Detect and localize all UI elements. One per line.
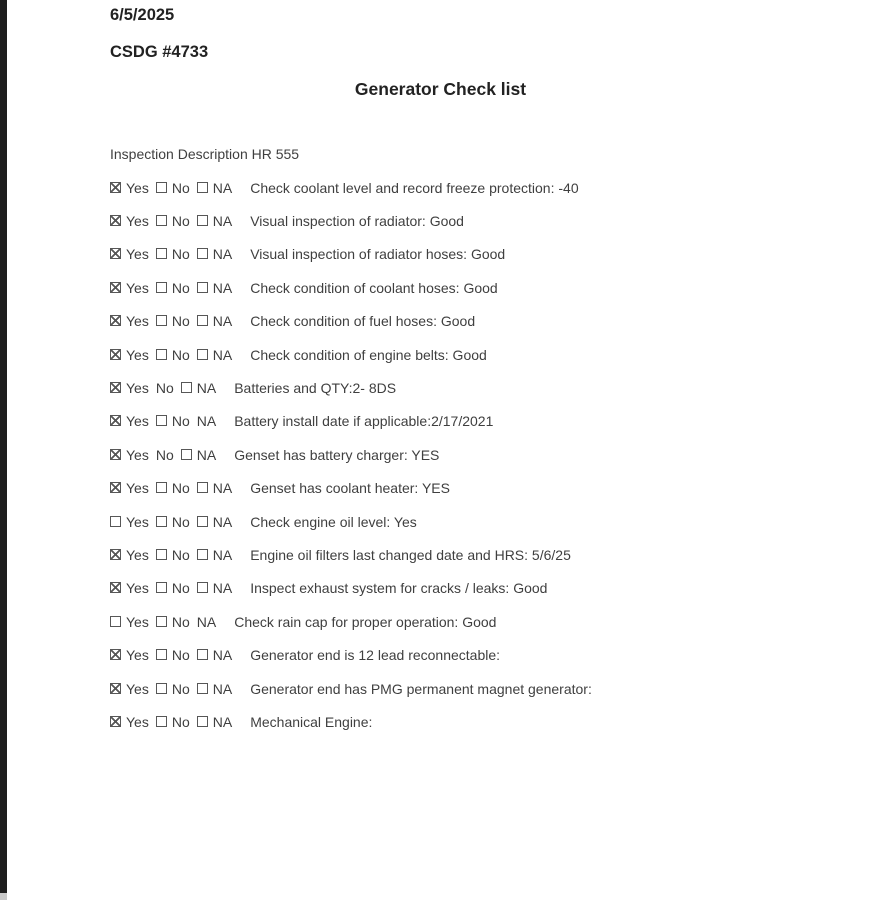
item-description: Generator end is 12 lead reconnectable:: [250, 647, 501, 664]
na-label: NA: [196, 413, 217, 430]
na-checkbox[interactable]: [197, 549, 208, 560]
na-checkbox[interactable]: [197, 282, 208, 293]
na-label: NA: [212, 480, 233, 497]
no-checkbox[interactable]: [156, 315, 167, 326]
na-checkbox[interactable]: [197, 215, 208, 226]
yes-label: Yes: [126, 713, 149, 730]
na-label: NA: [212, 680, 233, 697]
na-label: NA: [212, 546, 233, 563]
yes-label: Yes: [126, 346, 149, 363]
item-description: Inspect exhaust system for cracks / leaks: Good: [250, 580, 548, 597]
yes-label: Yes: [126, 246, 149, 263]
yes-checkbox[interactable]: [110, 649, 121, 660]
no-checkbox[interactable]: [156, 415, 167, 426]
no-label: No: [171, 647, 190, 664]
checklist-row: [110, 171, 881, 204]
yes-checkbox[interactable]: [110, 516, 121, 527]
na-label: NA: [212, 713, 233, 730]
na-label: NA: [212, 346, 233, 363]
no-label: No: [171, 513, 190, 530]
no-label: No: [171, 179, 190, 196]
checklist-row: [110, 371, 881, 404]
no-checkbox[interactable]: [156, 582, 167, 593]
yes-checkbox[interactable]: [110, 382, 121, 393]
na-label: NA: [196, 446, 217, 463]
checklist: [110, 171, 881, 739]
yes-label: Yes: [126, 380, 149, 397]
no-checkbox[interactable]: [156, 516, 167, 527]
yes-checkbox[interactable]: [110, 549, 121, 560]
yes-checkbox[interactable]: [110, 616, 121, 627]
no-label: No: [171, 213, 190, 230]
document-date: 6/5/2025: [110, 6, 175, 24]
na-label: NA: [212, 213, 233, 230]
item-description: Check coolant level and record freeze protection: -40: [250, 179, 579, 196]
no-label: No: [171, 279, 190, 296]
no-checkbox[interactable]: [156, 248, 167, 259]
yes-label: Yes: [126, 279, 149, 296]
yes-label: Yes: [126, 213, 149, 230]
inspection-description: Inspection Description HR 555: [110, 146, 300, 162]
item-description: Visual inspection of radiator hoses: Good: [250, 246, 506, 263]
yes-checkbox[interactable]: [110, 248, 121, 259]
item-description: Mechanical Engine:: [250, 713, 373, 730]
no-checkbox[interactable]: [156, 683, 167, 694]
no-checkbox[interactable]: [156, 215, 167, 226]
na-label: NA: [212, 279, 233, 296]
checklist-row: [110, 238, 881, 271]
yes-label: Yes: [126, 580, 149, 597]
page-title: Generator Check list: [354, 79, 527, 99]
no-checkbox[interactable]: [156, 282, 167, 293]
yes-label: Yes: [126, 446, 149, 463]
na-checkbox[interactable]: [197, 683, 208, 694]
checklist-row: [110, 505, 881, 538]
checklist-row: [110, 672, 881, 705]
item-description: Genset has coolant heater: YES: [250, 480, 450, 497]
document-number: CSDG #4733: [110, 43, 209, 61]
checklist-row: [110, 472, 881, 505]
na-checkbox[interactable]: [197, 349, 208, 360]
no-checkbox[interactable]: [156, 616, 167, 627]
no-label: No: [171, 346, 190, 363]
item-description: Generator end has PMG permanent magnet generator:: [250, 680, 592, 697]
na-label: NA: [212, 313, 233, 330]
checklist-row: [110, 271, 881, 304]
yes-label: Yes: [126, 313, 149, 330]
yes-label: Yes: [126, 680, 149, 697]
yes-checkbox[interactable]: [110, 315, 121, 326]
yes-checkbox[interactable]: [110, 215, 121, 226]
na-checkbox[interactable]: [181, 449, 192, 460]
na-checkbox[interactable]: [197, 248, 208, 259]
yes-checkbox[interactable]: [110, 415, 121, 426]
no-checkbox[interactable]: [156, 182, 167, 193]
na-checkbox[interactable]: [197, 315, 208, 326]
checklist-row: [110, 305, 881, 338]
checklist-row: [110, 204, 881, 237]
yes-checkbox[interactable]: [110, 349, 121, 360]
na-checkbox[interactable]: [197, 716, 208, 727]
checklist-row: [110, 338, 881, 371]
na-label: NA: [212, 246, 233, 263]
item-description: Check condition of coolant hoses: Good: [250, 279, 498, 296]
item-description: Check engine oil level: Yes: [250, 513, 417, 530]
no-label: No: [171, 580, 190, 597]
yes-checkbox[interactable]: [110, 482, 121, 493]
yes-checkbox[interactable]: [110, 716, 121, 727]
checklist-row: [110, 405, 881, 438]
yes-label: Yes: [126, 413, 149, 430]
item-description: Visual inspection of radiator: Good: [250, 213, 464, 230]
checklist-row: [110, 638, 881, 671]
yes-checkbox[interactable]: [110, 449, 121, 460]
yes-label: Yes: [126, 480, 149, 497]
no-label: No: [171, 713, 190, 730]
na-checkbox[interactable]: [181, 382, 192, 393]
no-checkbox[interactable]: [156, 549, 167, 560]
na-checkbox[interactable]: [197, 182, 208, 193]
yes-checkbox[interactable]: [110, 182, 121, 193]
item-description: Battery install date if applicable:2/17/2021: [234, 413, 494, 430]
item-description: Genset has battery charger: YES: [234, 446, 440, 463]
checklist-row: [110, 605, 881, 638]
no-label: No: [171, 313, 190, 330]
yes-label: Yes: [126, 613, 149, 630]
left-gutter-footer: [0, 893, 7, 900]
na-label: NA: [196, 613, 217, 630]
yes-checkbox[interactable]: [110, 683, 121, 694]
yes-label: Yes: [126, 546, 149, 563]
na-checkbox[interactable]: [197, 649, 208, 660]
na-checkbox[interactable]: [197, 516, 208, 527]
checklist-row: [110, 438, 881, 471]
no-label: No: [171, 613, 190, 630]
na-label: NA: [196, 380, 217, 397]
checklist-row: [110, 572, 881, 605]
no-label: No: [171, 480, 190, 497]
yes-checkbox[interactable]: [110, 282, 121, 293]
no-label: No: [155, 446, 174, 463]
no-label: No: [171, 680, 190, 697]
checklist-row: [110, 705, 881, 738]
no-label: No: [171, 413, 190, 430]
no-checkbox[interactable]: [156, 649, 167, 660]
item-description: Check condition of fuel hoses: Good: [250, 313, 476, 330]
no-checkbox[interactable]: [156, 349, 167, 360]
yes-label: Yes: [126, 179, 149, 196]
na-label: NA: [212, 179, 233, 196]
item-description: Check condition of engine belts: Good: [250, 346, 487, 363]
yes-label: Yes: [126, 513, 149, 530]
no-label: No: [171, 246, 190, 263]
no-checkbox[interactable]: [156, 716, 167, 727]
na-checkbox[interactable]: [197, 482, 208, 493]
na-label: NA: [212, 513, 233, 530]
checklist-row: [110, 538, 881, 571]
no-checkbox[interactable]: [156, 482, 167, 493]
na-checkbox[interactable]: [197, 582, 208, 593]
no-label: No: [171, 546, 190, 563]
item-description: Engine oil filters last changed date and HRS: 5/6/25: [250, 546, 571, 563]
na-label: NA: [212, 580, 233, 597]
na-label: NA: [212, 647, 233, 664]
yes-label: Yes: [126, 647, 149, 664]
no-label: No: [155, 380, 174, 397]
item-description: Batteries and QTY:2- 8DS: [234, 380, 397, 397]
yes-checkbox[interactable]: [110, 582, 121, 593]
item-description: Check rain cap for proper operation: Good: [234, 613, 497, 630]
